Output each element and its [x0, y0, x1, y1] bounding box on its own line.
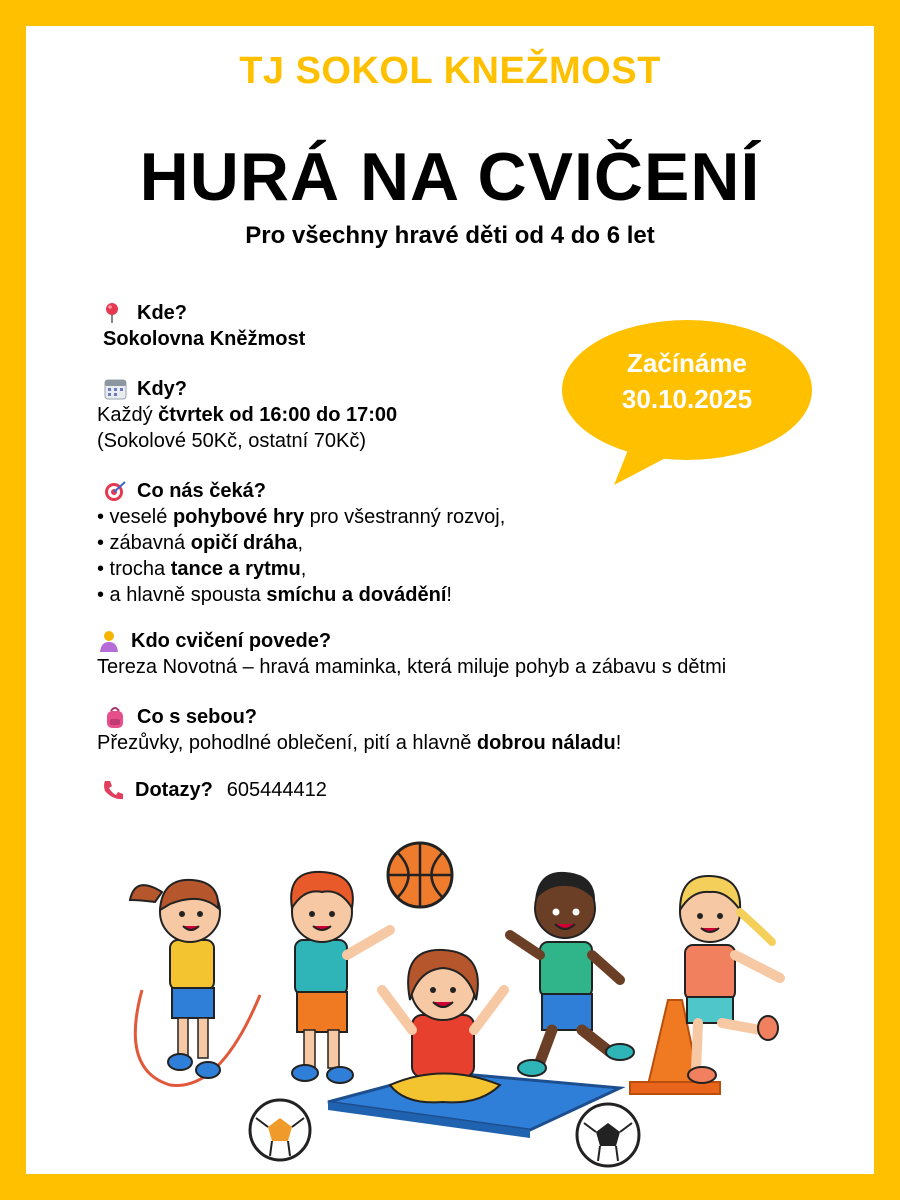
where-place: Sokolovna Kněžmost	[103, 328, 306, 350]
soccer-ball-right-icon	[577, 1104, 639, 1166]
bring-section	[97, 704, 621, 756]
when-section	[97, 376, 397, 454]
children-illustration	[100, 830, 800, 1170]
when-heading: Kdy?	[137, 378, 187, 400]
contact-section	[97, 777, 327, 803]
calendar-icon	[103, 377, 129, 401]
where-heading: Kde?	[137, 302, 187, 324]
contact-heading: Dotazy?	[135, 779, 213, 801]
when-prefix: Každý	[97, 404, 159, 426]
person-icon	[97, 629, 123, 653]
start-label: Začínáme	[627, 348, 747, 378]
girl-sitting	[382, 950, 504, 1102]
who-heading: Kdo cvičení povede?	[131, 630, 332, 652]
backpack-icon	[103, 705, 129, 729]
who-text: Tereza Novotná – hravá maminka, která miluje pohyb a zábavu s dětmi	[97, 656, 727, 678]
poster-title: HURÁ NA CVIČENÍ	[139, 139, 761, 215]
bring-heading: Co s sebou?	[137, 706, 258, 728]
start-date: 30.10.2025	[621, 384, 753, 414]
pin-icon	[103, 301, 129, 325]
what-section	[97, 478, 505, 608]
poster-subtitle: Pro všechny hravé děti od 4 do 6 let	[245, 222, 655, 249]
when-price: (Sokolové 50Kč, ostatní 70Kč)	[97, 430, 367, 452]
what-heading: Co nás čeká?	[137, 480, 266, 502]
boy-curly-hair	[291, 872, 390, 1083]
girl-blonde	[680, 876, 780, 1083]
girl-jumping-rope	[130, 880, 260, 1086]
boy-running	[510, 872, 634, 1076]
where-section	[103, 300, 305, 352]
club-name: TJ SOKOL KNEŽMOST	[239, 50, 661, 92]
when-time: čtvrtek od 16:00 do 17:00	[158, 404, 398, 426]
list-item: • veselé pohybové hry pro všestranný rozvoj,	[97, 506, 506, 528]
contact-phone: 605444412	[226, 779, 327, 801]
target-icon	[103, 479, 129, 503]
when-line	[97, 402, 397, 428]
basketball-icon	[388, 843, 452, 907]
bring-text: Přezůvky, pohodlné oblečení, pití a hlavně dobrou náladu!	[97, 732, 622, 754]
who-section	[97, 628, 726, 680]
list-item: • trocha tance a rytmu,	[97, 558, 307, 580]
start-date-text	[562, 345, 812, 417]
list-item: • zábavná opičí dráha,	[97, 532, 303, 554]
soccer-ball-left-icon	[250, 1100, 310, 1160]
phone-icon	[101, 778, 127, 802]
list-item: • a hlavně spousta smíchu a dovádění!	[97, 584, 452, 606]
